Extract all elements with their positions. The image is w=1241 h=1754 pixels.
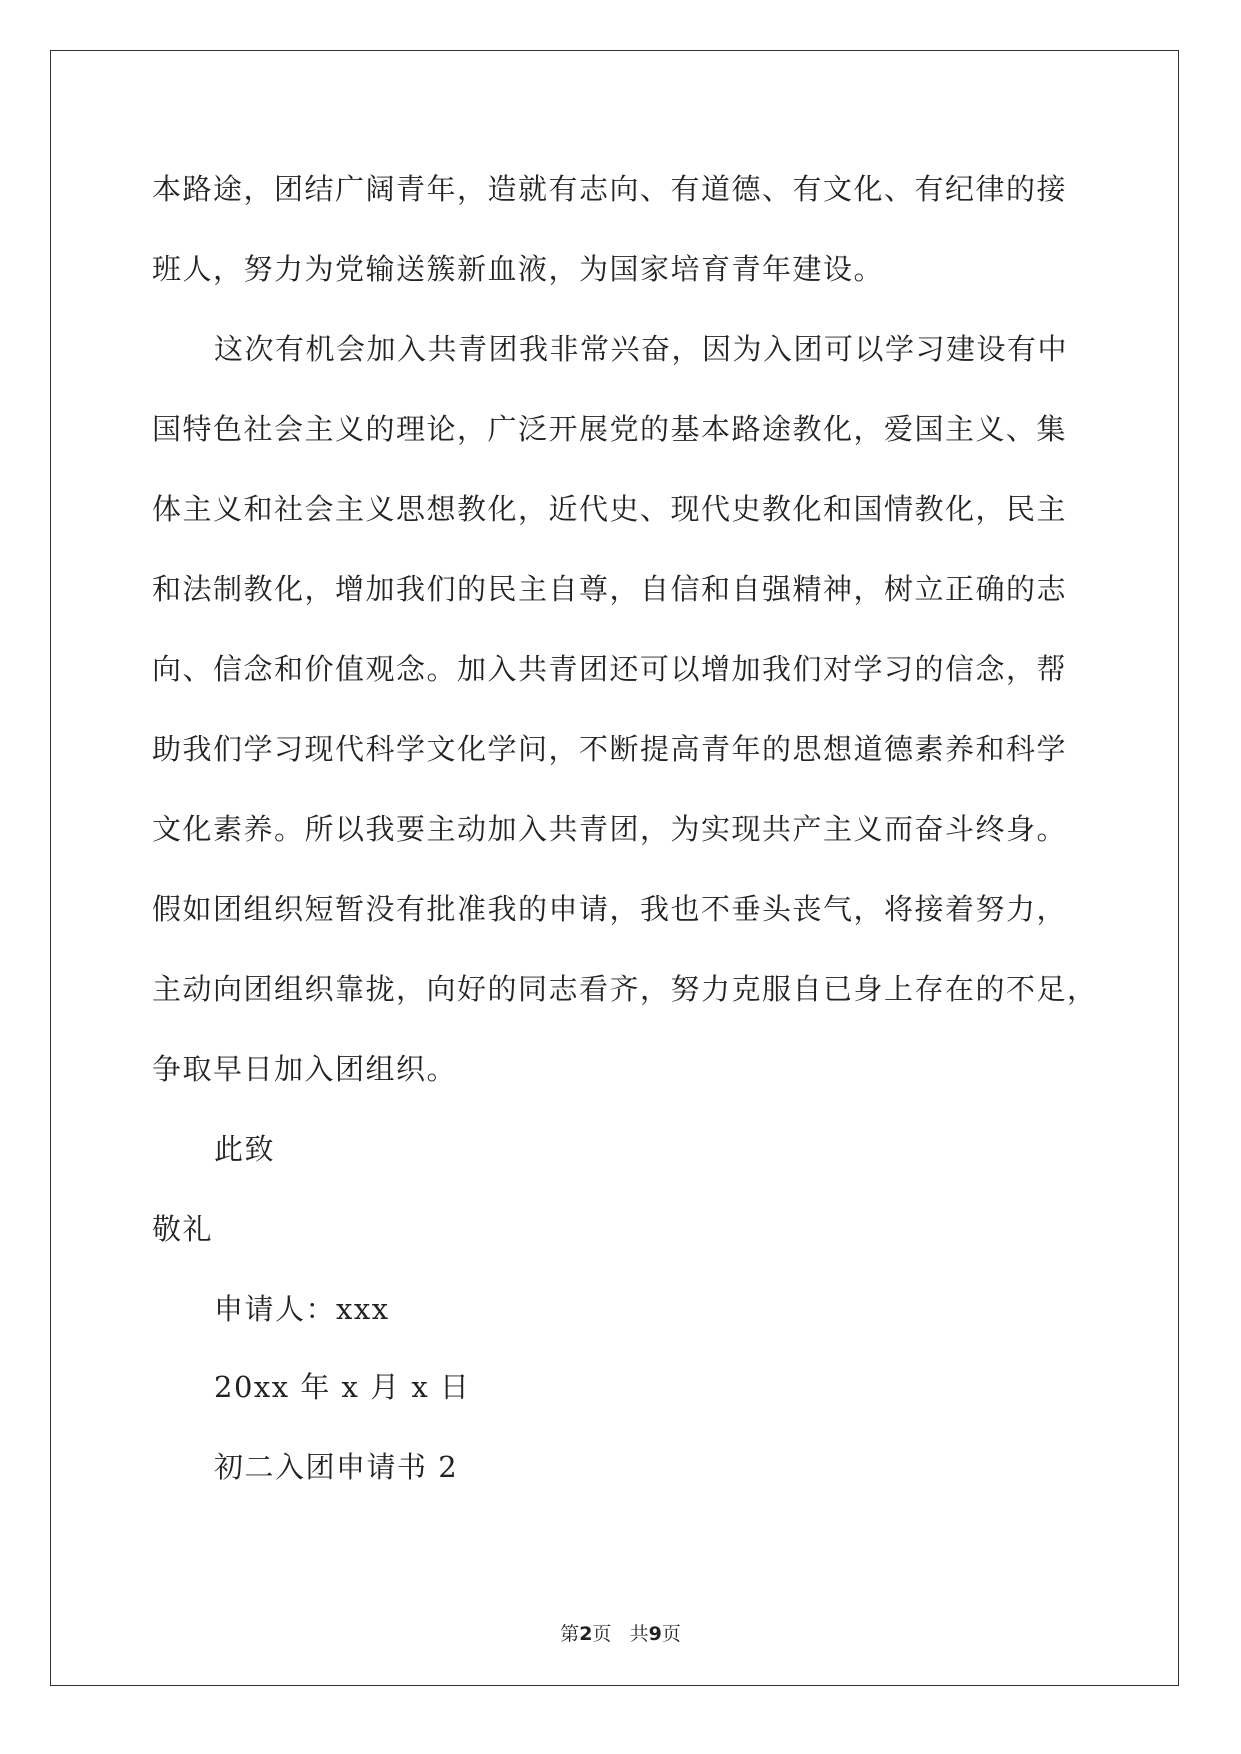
- closing-respect: 敬礼: [152, 1212, 214, 1246]
- body-text-line: 向、信念和价值观念。加入共青团还可以增加我们对学习的信念，帮: [152, 652, 1068, 686]
- applicant-signature: 申请人：xxx: [214, 1292, 390, 1326]
- footer-page-suffix: 页: [592, 1623, 612, 1645]
- body-text-line: 主动向团组织靠拢，向好的同志看齐，努力克服自已身上存在的不足，: [152, 972, 1098, 1006]
- body-text-line: 假如团组织短暂没有批准我的申请，我也不垂头丧气，将接着努力，: [152, 892, 1068, 926]
- next-section-title: 初二入团申请书 2: [214, 1450, 459, 1484]
- body-text-line: 体主义和社会主义思想教化，近代史、现代史教化和国情教化，民主: [152, 492, 1068, 526]
- body-text-line: 本路途，团结广阔青年，造就有志向、有道德、有文化、有纪律的接: [152, 172, 1068, 206]
- footer-total-suffix: 页: [661, 1623, 681, 1645]
- page-number: 2: [579, 1623, 593, 1645]
- body-text-line: 国特色社会主义的理论，广泛开展党的基本路途教化，爱国主义、集: [152, 412, 1068, 446]
- page-border: [50, 50, 1179, 1686]
- body-text-line: 助我们学习现代科学文化学问，不断提高青年的思想道德素养和科学: [152, 732, 1068, 766]
- footer-prefix: 第: [560, 1623, 580, 1645]
- total-pages: 9: [648, 1623, 662, 1645]
- date-line: 20xx 年 x 月 x 日: [214, 1370, 471, 1404]
- body-text-line: 和法制教化，增加我们的民主自尊，自信和自强精神，树立正确的志: [152, 572, 1068, 606]
- body-text-line: 争取早日加入团组织。: [152, 1052, 458, 1086]
- body-text-line: 文化素养。所以我要主动加入共青团，为实现共产主义而奋斗终身。: [152, 812, 1068, 846]
- body-text-line: 这次有机会加入共青团我非常兴奋，因为入团可以学习建设有中: [214, 332, 1069, 366]
- footer-total-prefix: 共: [629, 1623, 649, 1645]
- body-text-line: 班人，努力为党输送簇新血液，为国家培育青年建设。: [152, 252, 885, 286]
- page-footer: [0, 1619, 1241, 1646]
- closing-salutation: 此致: [214, 1132, 276, 1166]
